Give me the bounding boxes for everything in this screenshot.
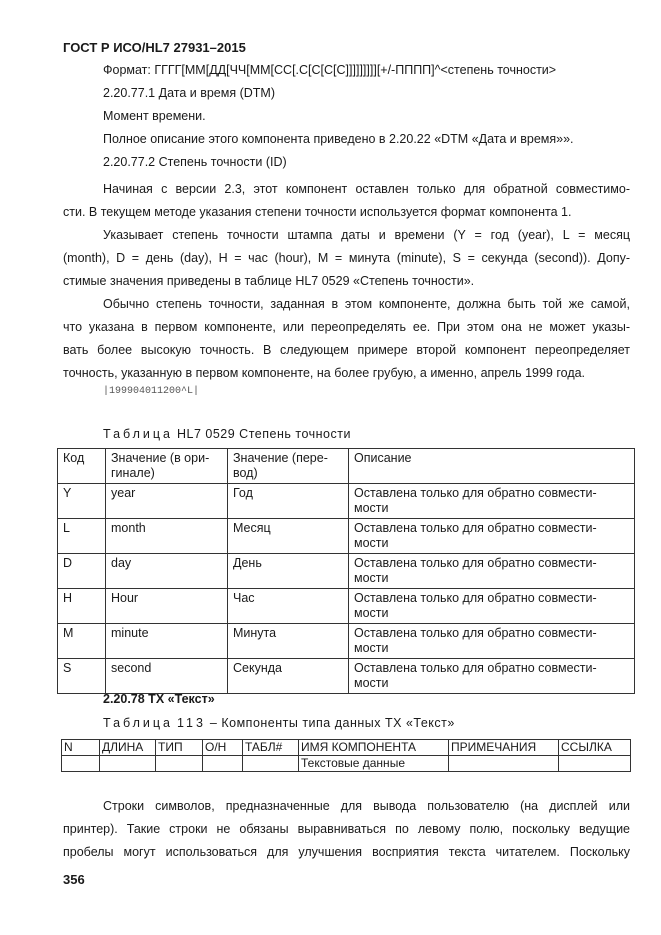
caption-text: HL7 0529 Степень точности — [177, 427, 351, 441]
paragraph-moment: Момент времени. — [103, 109, 206, 123]
table-header-cell: ИМЯ КОМПОНЕНТА — [299, 740, 449, 756]
table-header-row — [62, 740, 631, 756]
table-cell: Y — [58, 484, 106, 519]
table-cell: year — [106, 484, 228, 519]
tx-components-table — [61, 739, 631, 772]
table-header-cell: Код — [58, 449, 106, 484]
table-header-cell: N — [62, 740, 100, 756]
paragraph-line: Строки символов, предназначенные для вывода пользователю (на дисплей или — [103, 799, 630, 813]
table-cell: S — [58, 659, 106, 694]
table-cell: Минута — [228, 624, 349, 659]
table-header-cell: Описание — [349, 449, 635, 484]
paragraph-line: сти. В текущем методе указания степени точности используется формат компонента 1. — [63, 205, 572, 219]
table-row — [62, 756, 631, 772]
table-header-cell: ПРИМЕЧАНИЯ — [449, 740, 559, 756]
paragraph-version-note — [63, 178, 630, 224]
paragraph-line: Обычно степень точности, заданная в этом компоненте, должна быть той же самой, — [103, 297, 630, 311]
table-cell: Оставлена только для обратно совмести- мости — [349, 659, 635, 694]
table-cell: Секунда — [228, 659, 349, 694]
table-cell: Оставлена только для обратно совмести- мости — [349, 519, 635, 554]
paragraph-precision-usage — [63, 293, 630, 385]
table-cell: second — [106, 659, 228, 694]
paragraph-line: Начиная с версии 2.3, этот компонент оставлен только для обратной совместимо- — [103, 182, 630, 196]
table-header-cell: ТАБЛ# — [243, 740, 299, 756]
paragraph-line: что указана в первом компоненте, или переопределять ее. При этом она не может указы- — [63, 320, 630, 334]
table-header-cell: ССЫЛКА — [559, 740, 631, 756]
table1-caption — [103, 427, 351, 441]
table-cell — [62, 756, 100, 772]
section-heading-2-20-77-2: 2.20.77.2 Степень точности (ID) — [103, 155, 287, 169]
paragraph-full-description: Полное описание этого компонента приведено в 2.20.22 «DTM «Дата и время»». — [103, 132, 574, 146]
caption-word: Таблица — [103, 427, 174, 441]
page-number: 356 — [63, 872, 85, 887]
code-example: |199904011200^L| — [103, 386, 200, 397]
table-row — [58, 519, 635, 554]
paragraph-text-strings — [63, 795, 630, 864]
table-cell — [243, 756, 299, 772]
table-cell: L — [58, 519, 106, 554]
paragraph-line: принтер). Такие строки не обязаны выравниваться по левому полю, поскольку ведущие — [63, 822, 630, 836]
table-cell: Hour — [106, 589, 228, 624]
table-cell: Оставлена только для обратно совмести- мости — [349, 484, 635, 519]
caption-number: 113 — [177, 716, 206, 730]
table-cell: M — [58, 624, 106, 659]
paragraph-line: точность, указанную в первом компоненте, на более грубую, а именно, апрель 1999 года. — [63, 366, 586, 380]
table-header-cell: ТИП — [156, 740, 203, 756]
caption-text: – Компоненты типа данных ТХ «Текст» — [209, 716, 455, 730]
table-cell: Год — [228, 484, 349, 519]
caption-word: Таблица — [103, 716, 174, 730]
paragraph-line: вать более высокую точность. В следующем примере второй компонент переопределяет — [63, 343, 630, 357]
table-row — [58, 624, 635, 659]
table-cell: Час — [228, 589, 349, 624]
paragraph-line: Указывает степень точности штампа даты и времени (Y = год (year), L = месяц — [103, 228, 630, 242]
table-header-cell: Значение (в ори- гинале) — [106, 449, 228, 484]
table-cell — [203, 756, 243, 772]
paragraph-line: стимые значения приведены в таблице HL7 0529 «Степень точности». — [63, 274, 475, 288]
table-row — [58, 484, 635, 519]
table-cell: month — [106, 519, 228, 554]
table-row — [58, 554, 635, 589]
table-cell: Оставлена только для обратно совмести- мости — [349, 554, 635, 589]
table-cell: H — [58, 589, 106, 624]
table-cell: D — [58, 554, 106, 589]
table-header-row — [58, 449, 635, 484]
paragraph-precision-description — [63, 224, 630, 293]
document-header: ГОСТ Р ИСО/HL7 27931–2015 — [63, 40, 246, 55]
table-cell — [449, 756, 559, 772]
format-line: Формат: ГГГГ[ММ[ДД[ЧЧ[ММ[СС[.С[С[С[С]]]]]]]]][+/-ПППП]^<степень точности> — [103, 63, 557, 77]
precision-table — [57, 448, 635, 694]
table-cell — [100, 756, 156, 772]
table-cell: Оставлена только для обратно совмести- мости — [349, 589, 635, 624]
table2-caption — [103, 716, 455, 730]
table-cell: minute — [106, 624, 228, 659]
table-row — [58, 659, 635, 694]
table-cell: Текстовые данные — [299, 756, 449, 772]
table-cell — [559, 756, 631, 772]
table-cell: Месяц — [228, 519, 349, 554]
section-heading-2-20-78: 2.20.78 ТХ «Текст» — [103, 692, 215, 706]
table-header-cell: О/Н — [203, 740, 243, 756]
paragraph-line: пробелы могут использоваться для улучшения восприятия текста читателем. Поскольку — [63, 845, 630, 859]
table-cell: День — [228, 554, 349, 589]
table-header-cell: ДЛИНА — [100, 740, 156, 756]
paragraph-line: (month), D = день (day), H = час (hour), M = минута (minute), S = секунда (second)). Допу- — [63, 251, 630, 265]
table-header-cell: Значение (пере- вод) — [228, 449, 349, 484]
section-heading-2-20-77-1: 2.20.77.1 Дата и время (DTM) — [103, 86, 275, 100]
table-cell: Оставлена только для обратно совмести- мости — [349, 624, 635, 659]
table-cell: day — [106, 554, 228, 589]
table-row — [58, 589, 635, 624]
table-cell — [156, 756, 203, 772]
